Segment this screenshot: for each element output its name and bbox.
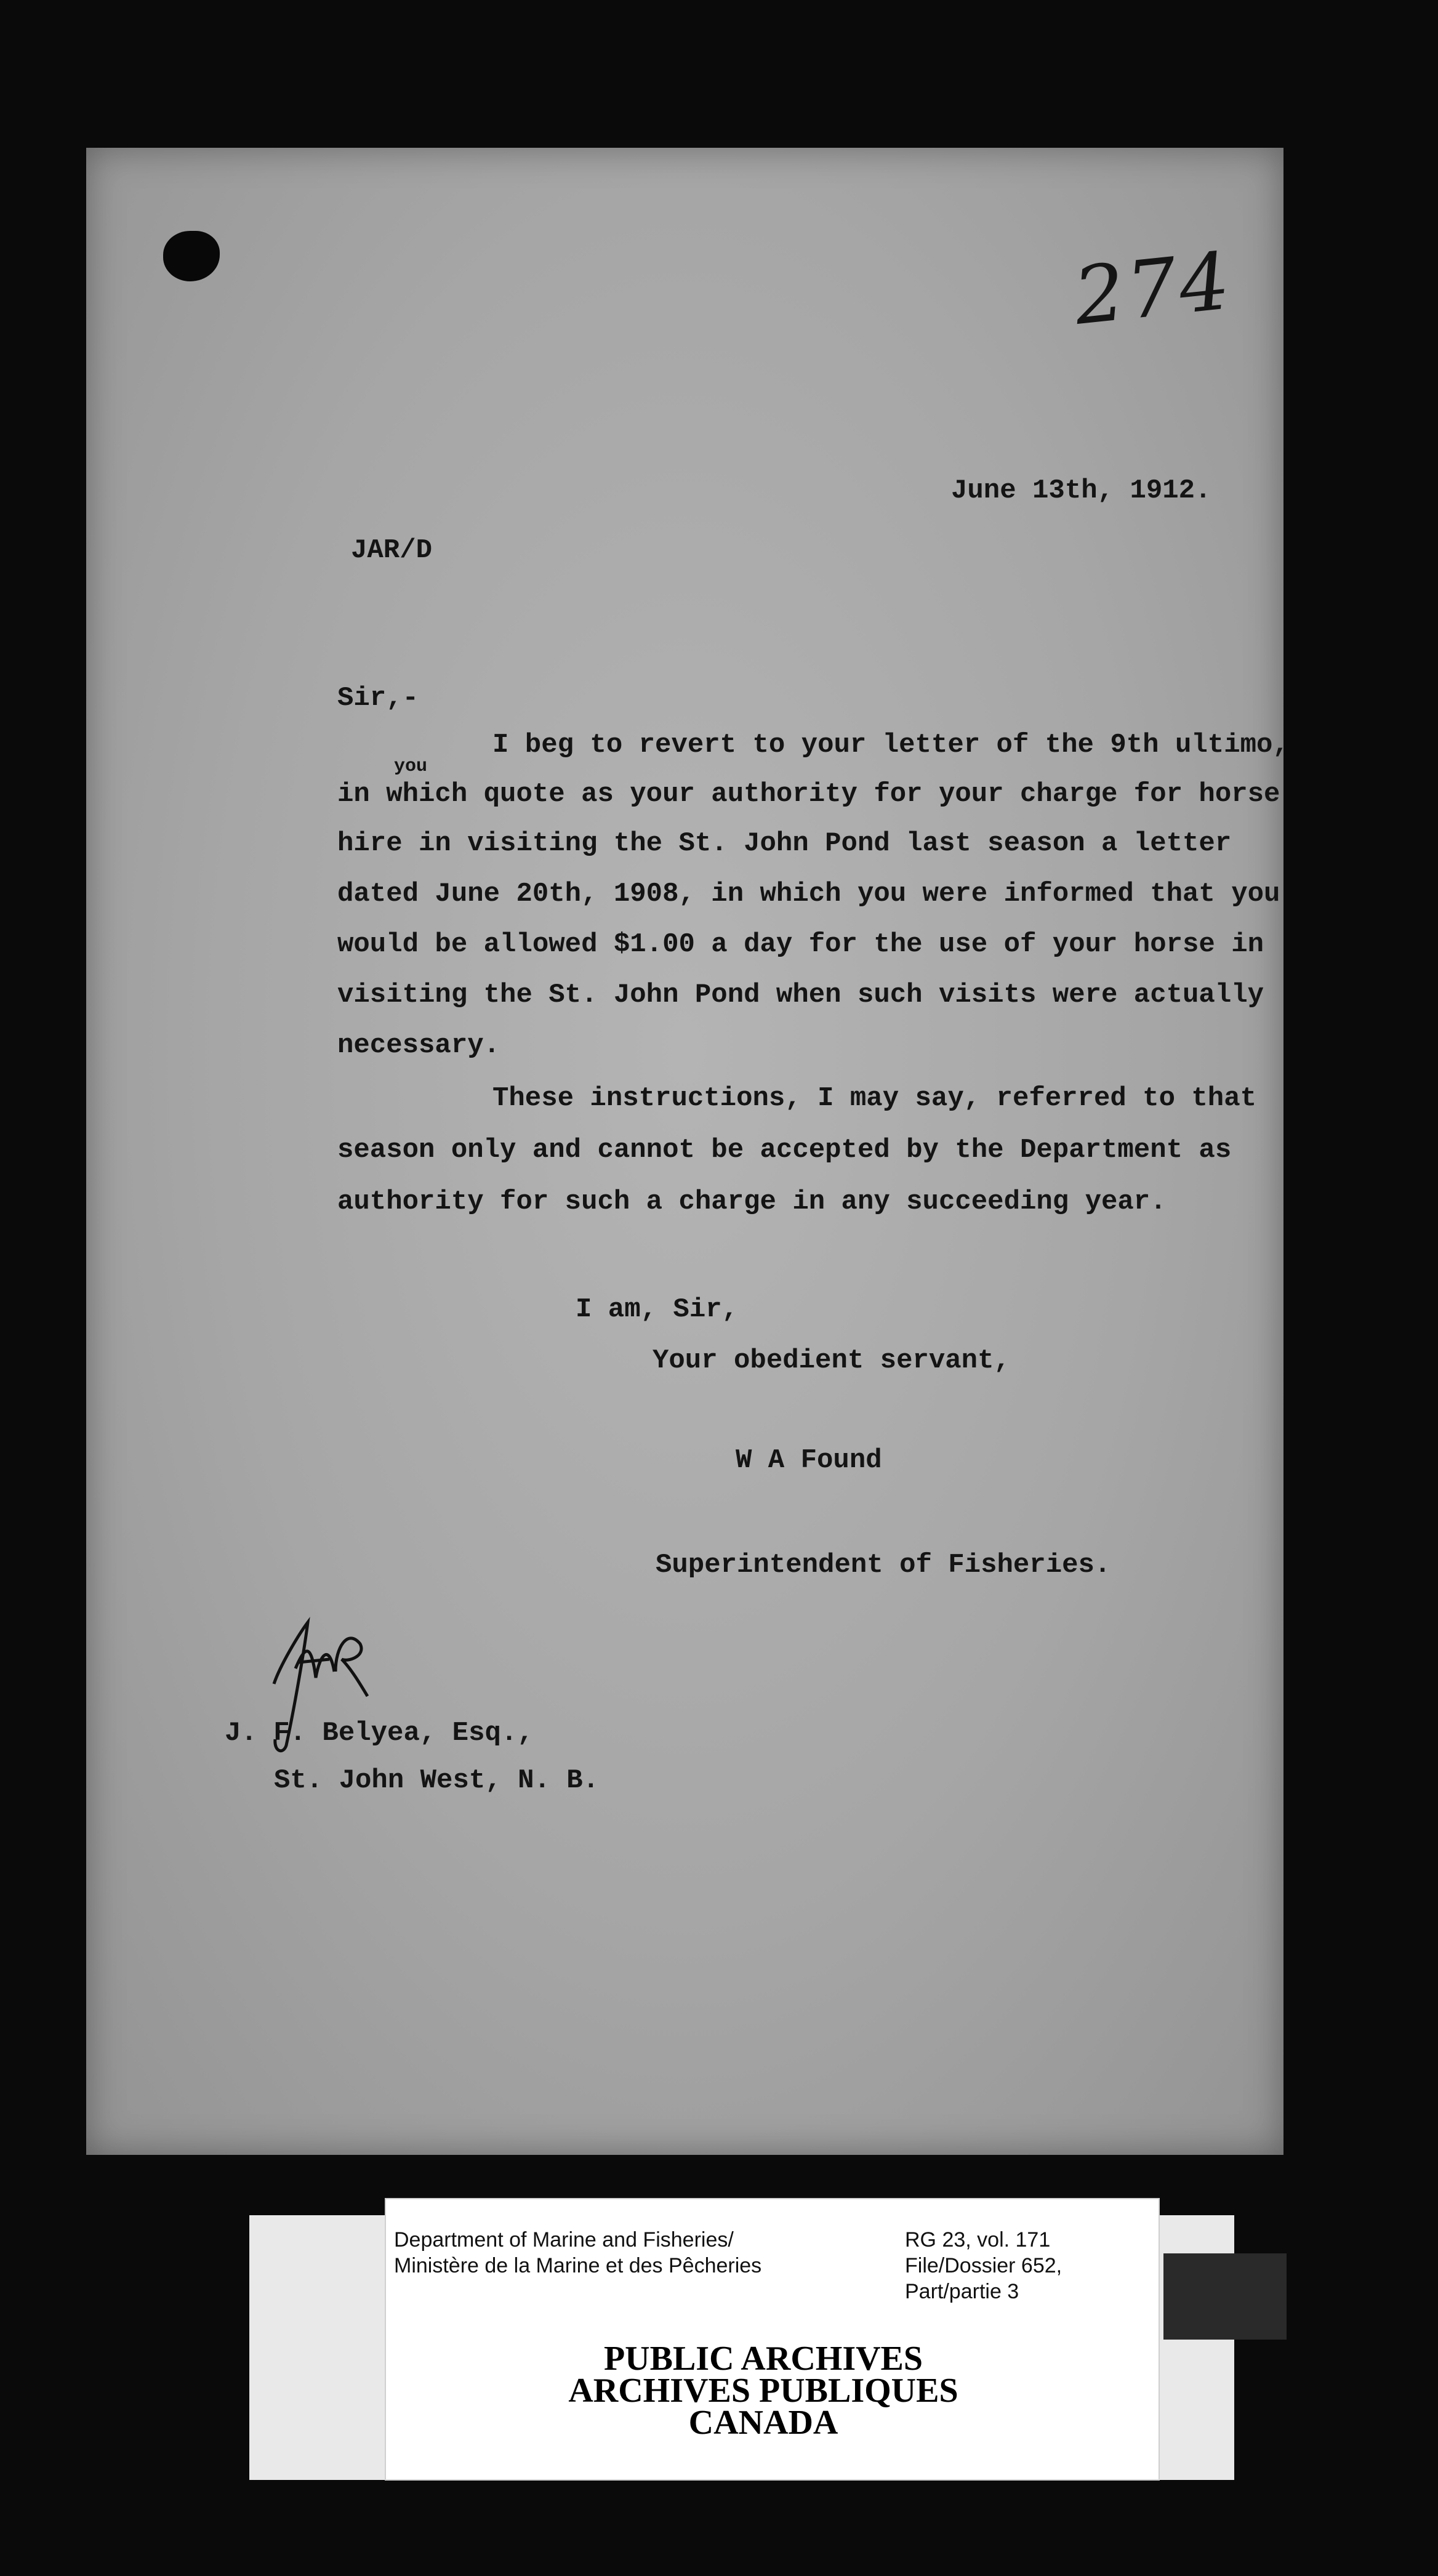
archives-line: PUBLIC ARCHIVES bbox=[603, 2340, 923, 2378]
signatory-name: W A Found bbox=[736, 1445, 882, 1476]
handwritten-page-number: 274 bbox=[1069, 235, 1237, 343]
body-line: authority for such a charge in any succeeding year. bbox=[337, 1186, 1167, 1217]
letter-date: June 13th, 1912. bbox=[951, 475, 1211, 506]
department-name bbox=[394, 2227, 761, 2279]
salutation: Sir,- bbox=[337, 683, 419, 714]
archives-stamp bbox=[542, 2340, 985, 2442]
body-line: dated June 20th, 1908, in which you were informed that you bbox=[337, 879, 1280, 909]
body-line: These instructions, I may say, referred to that bbox=[492, 1083, 1257, 1114]
addressee-line: J. F. Belyea, Esq., bbox=[225, 1718, 534, 1749]
body-line: hire in visiting the St. John Pond last season a letter bbox=[337, 828, 1232, 859]
closing-line: I am, Sir, bbox=[576, 1294, 739, 1325]
body-line: I beg to revert to your letter of the 9th ultimo, bbox=[492, 730, 1289, 760]
reference-code: JAR/D bbox=[351, 535, 433, 566]
label-shadow bbox=[1163, 2253, 1287, 2340]
reference-line: File/Dossier 652, bbox=[905, 2254, 1062, 2277]
body-line: necessary. bbox=[337, 1030, 500, 1061]
department-line: Department of Marine and Fisheries/ bbox=[394, 2228, 734, 2252]
body-line: in which quote as your authority for your charge for horse bbox=[337, 779, 1280, 810]
archives-line: ARCHIVES PUBLIQUES bbox=[568, 2372, 958, 2410]
inserted-word: you bbox=[394, 756, 428, 777]
reference-line: RG 23, vol. 171 bbox=[905, 2228, 1051, 2252]
body-line: season only and cannot be accepted by the Department as bbox=[337, 1135, 1232, 1165]
archive-reference bbox=[905, 2227, 1062, 2304]
signatory-title: Superintendent of Fisheries. bbox=[656, 1550, 1111, 1580]
archives-line: CANADA bbox=[688, 2404, 838, 2442]
reference-line: Part/partie 3 bbox=[905, 2280, 1019, 2303]
department-line: Ministère de la Marine et des Pêcheries bbox=[394, 2254, 762, 2277]
addressee-line: St. John West, N. B. bbox=[274, 1765, 600, 1796]
body-line: would be allowed $1.00 a day for the use of your horse in bbox=[337, 929, 1264, 960]
closing-line: Your obedient servant, bbox=[653, 1345, 1010, 1376]
body-line: visiting the St. John Pond when such visits were actually bbox=[337, 980, 1264, 1010]
